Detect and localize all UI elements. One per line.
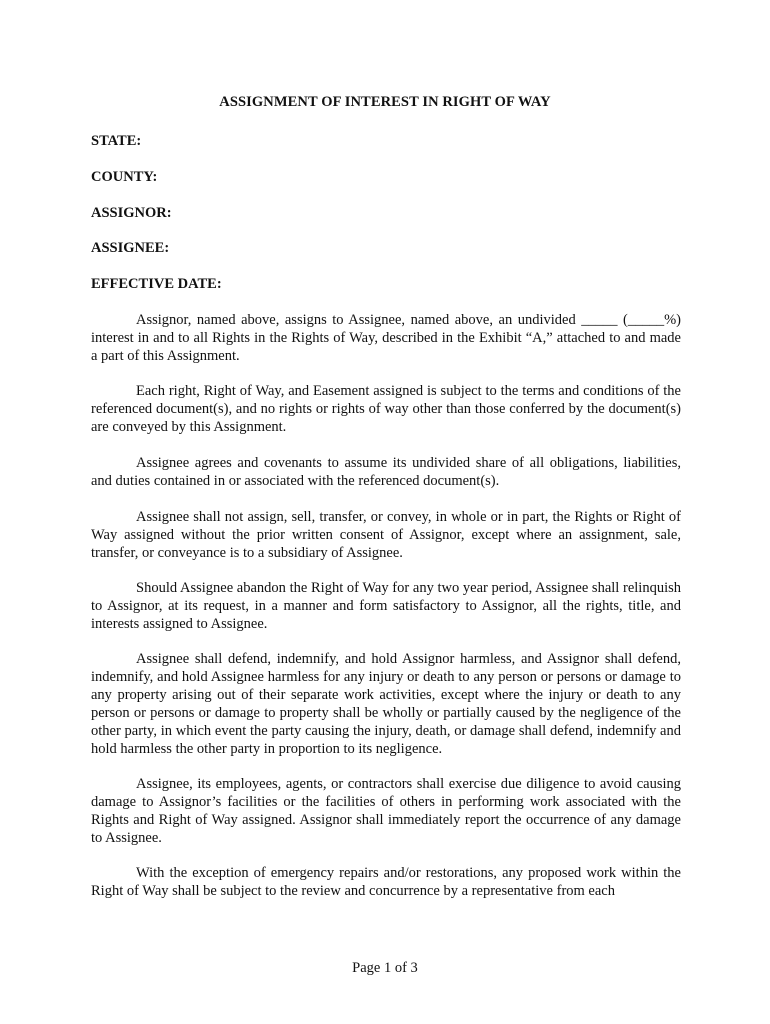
document-title: ASSIGNMENT OF INTEREST IN RIGHT OF WAY	[219, 94, 551, 110]
paragraph-indemnification: Assignee shall defend, indemnify, and hold Assignor harmless, and Assignor shall defend, indemnify, and hold Assignee harmless for any injury or death to any person or persons or damage to any property arising out of their separate work activities, except where the injury or death to any person or persons or damage to property shall be wholly or partially caused by the negligence of the other party, in which event the party causing the injury, death, or damage shall defend, indemnify and hold harmless the other party in proportion to its negligence.	[91, 651, 681, 757]
paragraph-obligations: Assignee agrees and covenants to assume its undivided share of all obligations, liabilities, and duties contained in or associated with the referenced document(s).	[91, 455, 681, 489]
effective-date-label: EFFECTIVE DATE:	[91, 276, 222, 292]
assignor-label: ASSIGNOR:	[91, 205, 172, 221]
paragraph-subject-to-terms: Each right, Right of Way, and Easement assigned is subject to the terms and conditions of the referenced document(s), and no rights or rights of way other than those conferred by the document(s) are conveyed by this Assignment.	[91, 383, 681, 435]
state-label: STATE:	[91, 133, 142, 149]
page-number: Page 1 of 3	[352, 960, 418, 976]
paragraph-due-diligence: Assignee, its employees, agents, or contractors shall exercise due diligence to avoid causing damage to Assignor’s facilities or the facilities of others in performing work associated with the Rights and Right of Way assigned. Assignor shall immediately report the occurrence of any damage to Assignee.	[91, 776, 681, 846]
paragraph-no-assignment: Assignee shall not assign, sell, transfer, or convey, in whole or in part, the Rights or Right of Way assigned without the prior written consent of Assignor, except where an assignment, sale, transfer, or conveyance is to a subsidiary of Assignee.	[91, 509, 681, 561]
county-label: COUNTY:	[91, 169, 158, 185]
assignee-label: ASSIGNEE:	[91, 240, 170, 256]
paragraph-interest: Assignor, named above, assigns to Assignee, named above, an undivided _____ (_____%) interest in and to all Rights in the Rights of Way, described in the Exhibit “A,” attached to and made a part of this Assignment.	[91, 312, 681, 364]
paragraph-abandonment: Should Assignee abandon the Right of Way for any two year period, Assignee shall relinquish to Assignor, at its request, in a manner and form satisfactory to Assignor, all the rights, title, and interests assigned to Assignee.	[91, 580, 681, 632]
paragraph-proposed-work: With the exception of emergency repairs and/or restorations, any proposed work within the Right of Way shall be subject to the review and concurrence by a representative from each	[91, 865, 681, 899]
